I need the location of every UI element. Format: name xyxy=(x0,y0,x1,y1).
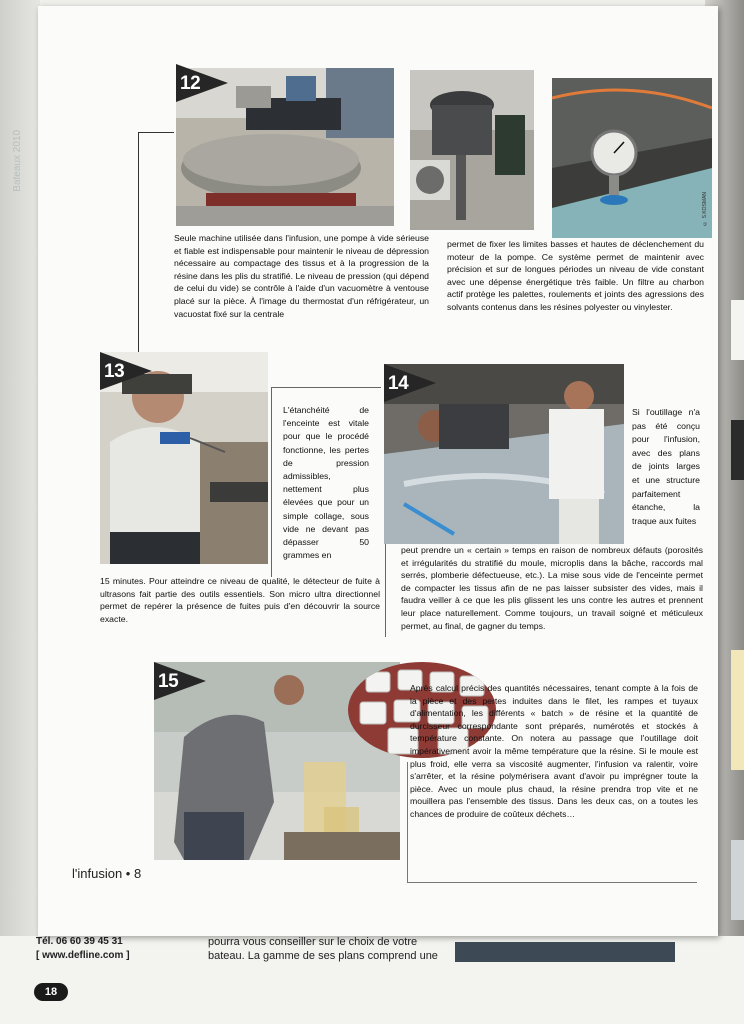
badge-13 xyxy=(100,352,152,390)
paragraph-12-left: Seule machine utilisée dans l'infusion, une pompe à vide sérieuse et fiable est indispensable pour maintenir le niveau de dépression nécessaire au compactage des tissus et à la progression de la résine dans les plis du stratifié. Le niveau de pression (qui dépend de celui du vide) se contrôle à l'aide d'un vacuomètre à ventouse placé sur la pièce. À l'image du thermostat d'un réfrigérateur, un vacuostat fixé sur la centrale xyxy=(174,233,429,319)
contact-web: [ www.defline.com ] xyxy=(36,950,130,961)
photo-charcoal-filter xyxy=(410,70,534,230)
badge-14-number: 14 xyxy=(388,373,409,394)
photo-credit: © S.KOSMAN xyxy=(702,192,708,226)
left-page-edge xyxy=(0,0,40,1024)
spine-text: Bateaux 2010 xyxy=(12,130,23,192)
article-line-2: bateau. La gamme de ses plans comprend une xyxy=(208,950,438,962)
badge-15 xyxy=(154,662,206,700)
page-number-badge: 18 xyxy=(34,983,68,1001)
magazine-page xyxy=(38,6,718,936)
paragraph-14-bottom: peut prendre un « certain » temps en raison de nombreux défauts (porosités et irrégularités du stratifié du moule, microplis dans la bâche, raccords mal serrés, plomberie défectueuse, etc.). La mise sous vide de l'enceinte permet de compacter les tissus afin de ne pas laisser subsister des vides, mais il faudra veiller à ce que les plis glissent les uns contre les autres et prennent leur place naturellement. Comme toujours, un travail soigné et méticuleux permet, au final, de gagner du temps. xyxy=(401,545,703,631)
photo-vacuum-gauge xyxy=(552,78,712,238)
badge-12-number: 12 xyxy=(180,73,201,94)
article-line-1: pourra vous conseiller sur le choix de votre xyxy=(208,936,418,948)
badge-15-number: 15 xyxy=(158,671,179,692)
paragraph-13-column: L'étanchéité de l'enceinte est vitale pour que le procédé fonctionne, les pertes de pression admissibles, nettement plus élevées que pour un simple collage, sous vide ne devant pas dépasser 50 grammes en xyxy=(283,405,369,561)
badge-14 xyxy=(384,364,436,402)
section-footer: l'infusion • 8 xyxy=(72,866,142,881)
underlying-page-bottom xyxy=(0,936,744,1024)
badge-12 xyxy=(176,64,228,102)
badge-13-number: 13 xyxy=(104,361,125,382)
paragraph-13-bottom: 15 minutes. Pour atteindre ce niveau de qualité, le détecteur de fuite à ultrasons fait partie des outils essentiels. Son micro ultra directionnel permet de repérer la présence de fuites puis d'en découvrir la source exacte. xyxy=(100,576,380,624)
contact-phone: Tél. 06 60 39 45 31 xyxy=(36,936,123,947)
paragraph-12-right: permet de fixer les limites basses et hautes de déclenchement du moteur de la pompe. Ce système permet de maintenir avec précision et sur de longues périodes un niveau de vide constant avec une dépense énergétique très faible. Un filtre au charbon actif protège les palettes, roulements et joints des agressions des solvants contenus dans les résines polyester ou vinylester. xyxy=(447,239,704,312)
paragraph-15: Après calcul précis des quantités nécessaires, tenant compte à la fois de la pièce et des pertes induites dans le filet, les rampes et tuyaux d'alimentation, les différents « batch » de résine et la quantité de durcisseur correspondante sont préparés, numérotés et stockés à température constante. On notera au passage que l'outillage doit impérativement avoir la même température que la résine. Si le moule est plus froid, elle verra sa viscosité augmenter, l'infusion va ralentir, voire s'arrêter, et la résine polymérisera avant d'avoir pu imprégner toute la pièce. Avec un moule plus chaud, la résine prendra trop vite et ne mouillera pas l'ensemble des tissus. Dans les deux cas, on a toutes les chances de produire de coûteux déchets… xyxy=(410,683,698,819)
paragraph-14-column: Si l'outillage n'a pas été conçu pour l'infusion, avec des plans de joints larges et une structure parfaitement étanche, la traque aux fuites xyxy=(632,407,700,526)
